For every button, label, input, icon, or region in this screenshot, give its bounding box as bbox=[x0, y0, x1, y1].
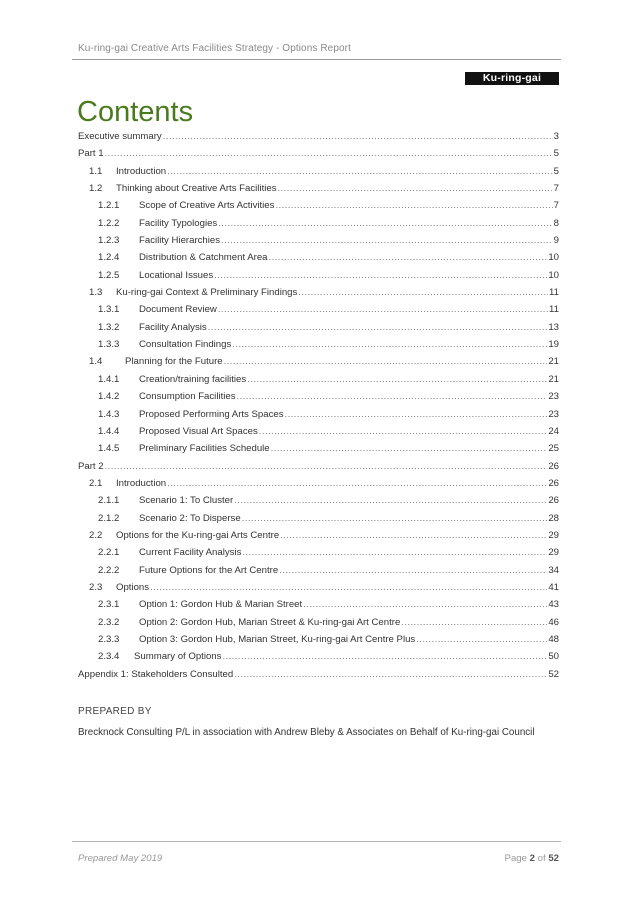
toc-entry-title: Document Review bbox=[139, 304, 217, 316]
toc-entry-page: 7 bbox=[553, 183, 559, 195]
toc-entry-number: 2.3.4 bbox=[98, 651, 120, 663]
toc-entry-title: Part 2 bbox=[78, 460, 104, 472]
toc-entry-number: 1.2.1 bbox=[98, 200, 120, 212]
toc-entry[interactable] bbox=[78, 530, 559, 547]
toc-entry-title: Current Facility Analysis bbox=[139, 547, 242, 559]
toc-entry-title: Scope of Creative Arts Activities bbox=[139, 200, 275, 212]
toc-entry-number: 1.3.2 bbox=[98, 321, 120, 333]
toc-dot-leader bbox=[234, 669, 547, 680]
toc-entry-page: 41 bbox=[548, 581, 559, 593]
toc-dot-leader bbox=[242, 547, 547, 558]
toc-entry[interactable] bbox=[78, 391, 559, 408]
toc-entry-page: 13 bbox=[548, 321, 559, 333]
toc-dot-leader bbox=[279, 565, 547, 576]
page-prefix: Page bbox=[504, 853, 527, 864]
toc-entry[interactable] bbox=[78, 200, 559, 217]
toc-entry-page: 24 bbox=[548, 425, 559, 437]
toc-entry-page: 21 bbox=[548, 356, 559, 368]
toc-entry-title: Facility Hierarchies bbox=[139, 235, 221, 247]
toc-dot-leader bbox=[242, 513, 548, 524]
toc-entry-page: 26 bbox=[548, 477, 559, 489]
toc-entry-number: 1.2.5 bbox=[98, 269, 120, 281]
toc-entry-number: 1.1 bbox=[89, 165, 103, 177]
toc-entry-title: Part 1 bbox=[78, 148, 104, 160]
toc-dot-leader bbox=[214, 270, 547, 281]
toc-dot-leader bbox=[269, 252, 548, 263]
toc-entry-page: 43 bbox=[548, 599, 559, 611]
toc-dot-leader bbox=[221, 235, 553, 246]
toc-entry-number: 1.4.1 bbox=[98, 373, 120, 385]
toc-entry-number: 1.2.2 bbox=[98, 217, 120, 229]
toc-entry-title: Scenario 1: To Cluster bbox=[139, 495, 234, 507]
toc-entry-number: 2.1 bbox=[89, 477, 103, 489]
toc-entry-title: Thinking about Creative Arts Facilities bbox=[116, 183, 277, 195]
toc-dot-leader bbox=[416, 634, 547, 645]
toc-entry[interactable] bbox=[78, 183, 559, 200]
toc-entry[interactable] bbox=[78, 426, 559, 443]
toc-entry-page: 3 bbox=[553, 131, 559, 142]
toc-entry-page: 52 bbox=[548, 668, 559, 680]
page-current: 2 bbox=[529, 853, 535, 864]
toc-dot-leader bbox=[222, 651, 547, 662]
toc-dot-leader bbox=[285, 409, 548, 420]
toc-entry-page: 19 bbox=[548, 339, 559, 351]
toc-entry[interactable] bbox=[78, 634, 559, 651]
toc-entry-page: 7 bbox=[553, 200, 559, 212]
toc-entry[interactable] bbox=[78, 304, 559, 321]
toc-entry-page: 23 bbox=[548, 391, 559, 403]
toc-entry-number: 2.2.1 bbox=[98, 547, 120, 559]
toc-entry-page: 28 bbox=[548, 512, 559, 524]
toc-dot-leader bbox=[232, 339, 547, 350]
footer-date: Prepared May 2019 bbox=[78, 853, 163, 864]
toc-entry-page: 26 bbox=[548, 460, 559, 472]
toc-entry-title: Executive summary bbox=[78, 131, 162, 142]
toc-entry[interactable] bbox=[78, 547, 559, 564]
toc-entry[interactable] bbox=[78, 409, 559, 426]
toc-entry[interactable] bbox=[78, 131, 559, 148]
toc-dot-leader bbox=[218, 304, 548, 315]
toc-entry-title: Scenario 2: To Disperse bbox=[139, 512, 241, 524]
toc-entry-page: 11 bbox=[549, 287, 559, 299]
toc-entry[interactable] bbox=[78, 669, 559, 686]
toc-entry-title: Appendix 1: Stakeholders Consulted bbox=[78, 668, 234, 680]
toc-entry-title: Introduction bbox=[116, 165, 167, 177]
toc-entry[interactable] bbox=[78, 322, 559, 339]
toc-entry-page: 11 bbox=[549, 304, 559, 316]
toc-dot-leader bbox=[237, 391, 548, 402]
toc-dot-leader bbox=[259, 426, 548, 437]
toc-entry[interactable] bbox=[78, 218, 559, 235]
page-of: of bbox=[537, 853, 546, 864]
toc-entry[interactable] bbox=[78, 495, 559, 512]
toc-dot-leader bbox=[167, 166, 553, 177]
toc-entry-title: Planning for the Future bbox=[125, 356, 223, 368]
toc-entry-number: 2.2.2 bbox=[98, 564, 120, 576]
toc-entry-number: 1.4.4 bbox=[98, 425, 120, 437]
toc-entry-number: 1.2.3 bbox=[98, 235, 120, 247]
toc-dot-leader bbox=[218, 218, 552, 229]
toc-dot-leader bbox=[150, 582, 547, 593]
toc-entry-page: 46 bbox=[548, 616, 559, 628]
toc-entry-title: Introduction bbox=[116, 477, 167, 489]
toc-entry[interactable] bbox=[78, 235, 559, 252]
toc-dot-leader bbox=[271, 443, 548, 454]
toc-dot-leader bbox=[247, 374, 547, 385]
toc-entry-page: 10 bbox=[548, 269, 559, 281]
toc-entry[interactable] bbox=[78, 599, 559, 616]
toc-entry[interactable] bbox=[78, 443, 559, 460]
toc-dot-leader bbox=[163, 131, 553, 142]
toc-entry[interactable] bbox=[78, 374, 559, 391]
toc-entry[interactable] bbox=[78, 565, 559, 582]
toc-entry[interactable] bbox=[78, 356, 559, 373]
toc-entry-page: 25 bbox=[548, 443, 559, 455]
toc-dot-leader bbox=[303, 599, 547, 610]
toc-entry-number: 1.2 bbox=[89, 183, 103, 195]
toc-entry-title: Consumption Facilities bbox=[139, 391, 236, 403]
toc-entry-page: 50 bbox=[548, 651, 559, 663]
toc-entry[interactable] bbox=[78, 513, 559, 530]
toc-dot-leader bbox=[401, 617, 547, 628]
toc-entry-page: 29 bbox=[548, 529, 559, 541]
toc-entry[interactable] bbox=[78, 461, 559, 478]
toc-entry-number: 2.1.1 bbox=[98, 495, 120, 507]
toc-entry-title: Facility Analysis bbox=[139, 321, 207, 333]
toc-entry-title: Options bbox=[116, 581, 150, 593]
footer-divider bbox=[72, 841, 561, 842]
header-divider bbox=[72, 59, 561, 60]
toc-entry-title: Option 3: Gordon Hub, Marian Street, Ku-ring-gai Art Centre Plus bbox=[139, 633, 416, 645]
prepared-by-label: PREPARED BY bbox=[78, 706, 152, 717]
toc-entry-number: 2.3.1 bbox=[98, 599, 120, 611]
toc-entry-page: 26 bbox=[548, 495, 559, 507]
toc-entry-page: 23 bbox=[548, 408, 559, 420]
toc-entry-number: 2.2 bbox=[89, 529, 103, 541]
prepared-by-text: Brecknock Consulting P/L in association with Andrew Bleby & Associates on Behalf of Ku-ring-gai Council bbox=[78, 727, 535, 738]
page-title: Contents bbox=[77, 96, 194, 128]
toc-entry[interactable] bbox=[78, 339, 559, 356]
toc-entry[interactable] bbox=[78, 287, 559, 304]
toc-entry-page: 29 bbox=[548, 547, 559, 559]
toc-entry-title: Option 1: Gordon Hub & Marian Street bbox=[139, 599, 303, 611]
toc-entry-title: Facility Typologies bbox=[139, 217, 218, 229]
toc-entry[interactable] bbox=[78, 582, 559, 599]
running-header-title: Ku-ring-gai Creative Arts Facilities Strategy - Options Report bbox=[78, 43, 351, 54]
toc-entry-page: 5 bbox=[553, 148, 559, 160]
toc-entry-page: 8 bbox=[553, 217, 559, 229]
footer-page-number bbox=[505, 853, 559, 864]
toc-entry-title: Summary of Options bbox=[134, 651, 222, 663]
toc-entry[interactable] bbox=[78, 148, 559, 165]
toc-dot-leader bbox=[298, 287, 548, 298]
toc-entry-title: Proposed Visual Art Spaces bbox=[139, 425, 258, 437]
toc-entry-number: 2.1.2 bbox=[98, 512, 120, 524]
toc-entry-title: Preliminary Facilities Schedule bbox=[139, 443, 270, 455]
toc-entry-number: 1.3 bbox=[89, 287, 103, 299]
toc-entry-number: 2.3.2 bbox=[98, 616, 120, 628]
toc-entry-title: Locational Issues bbox=[139, 269, 214, 281]
toc-entry-number: 1.4 bbox=[89, 356, 103, 368]
toc-dot-leader bbox=[105, 148, 553, 159]
toc-entry-title: Distribution & Catchment Area bbox=[139, 252, 268, 264]
toc-entry-title: Proposed Performing Arts Spaces bbox=[139, 408, 284, 420]
toc-entry-page: 10 bbox=[548, 252, 559, 264]
toc-entry-title: Consultation Findings bbox=[139, 339, 232, 351]
toc-entry-number: 1.3.1 bbox=[98, 304, 120, 316]
toc-entry[interactable] bbox=[78, 651, 559, 668]
toc-entry[interactable] bbox=[78, 252, 559, 269]
toc-entry[interactable] bbox=[78, 270, 559, 287]
toc-entry-number: 1.4.3 bbox=[98, 408, 120, 420]
toc-dot-leader bbox=[280, 530, 547, 541]
toc-entry-title: Options for the Ku-ring-gai Arts Centre bbox=[116, 529, 280, 541]
toc-entry-title: Option 2: Gordon Hub, Marian Street & Ku-ring-gai Art Centre bbox=[139, 616, 401, 628]
toc-dot-leader bbox=[208, 322, 548, 333]
toc-entry[interactable] bbox=[78, 617, 559, 634]
toc-dot-leader bbox=[224, 356, 548, 367]
toc-entry-number: 2.3 bbox=[89, 581, 103, 593]
toc-entry-number: 1.2.4 bbox=[98, 252, 120, 264]
toc-entry-page: 5 bbox=[553, 165, 559, 177]
council-logo: Ku-ring-gai Council bbox=[465, 72, 559, 85]
toc-dot-leader bbox=[167, 478, 547, 489]
table-of-contents bbox=[78, 131, 559, 686]
page-total: 52 bbox=[548, 853, 559, 864]
toc-entry-title: Future Options for the Art Centre bbox=[139, 564, 279, 576]
toc-dot-leader bbox=[105, 461, 548, 472]
toc-entry-number: 1.4.2 bbox=[98, 391, 120, 403]
toc-dot-leader bbox=[234, 495, 547, 506]
toc-entry-number: 2.3.3 bbox=[98, 633, 120, 645]
toc-entry-page: 21 bbox=[548, 373, 559, 385]
toc-entry-title: Creation/training facilities bbox=[139, 373, 247, 385]
toc-entry-number: 1.3.3 bbox=[98, 339, 120, 351]
toc-entry-page: 34 bbox=[548, 564, 559, 576]
toc-entry-title: Ku-ring-gai Context & Preliminary Findings bbox=[116, 287, 298, 299]
toc-entry-page: 9 bbox=[553, 235, 559, 247]
toc-entry-page: 48 bbox=[548, 633, 559, 645]
toc-entry[interactable] bbox=[78, 166, 559, 183]
toc-entry[interactable] bbox=[78, 478, 559, 495]
toc-dot-leader bbox=[278, 183, 553, 194]
toc-entry-number: 1.4.5 bbox=[98, 443, 120, 455]
toc-dot-leader bbox=[275, 200, 552, 211]
